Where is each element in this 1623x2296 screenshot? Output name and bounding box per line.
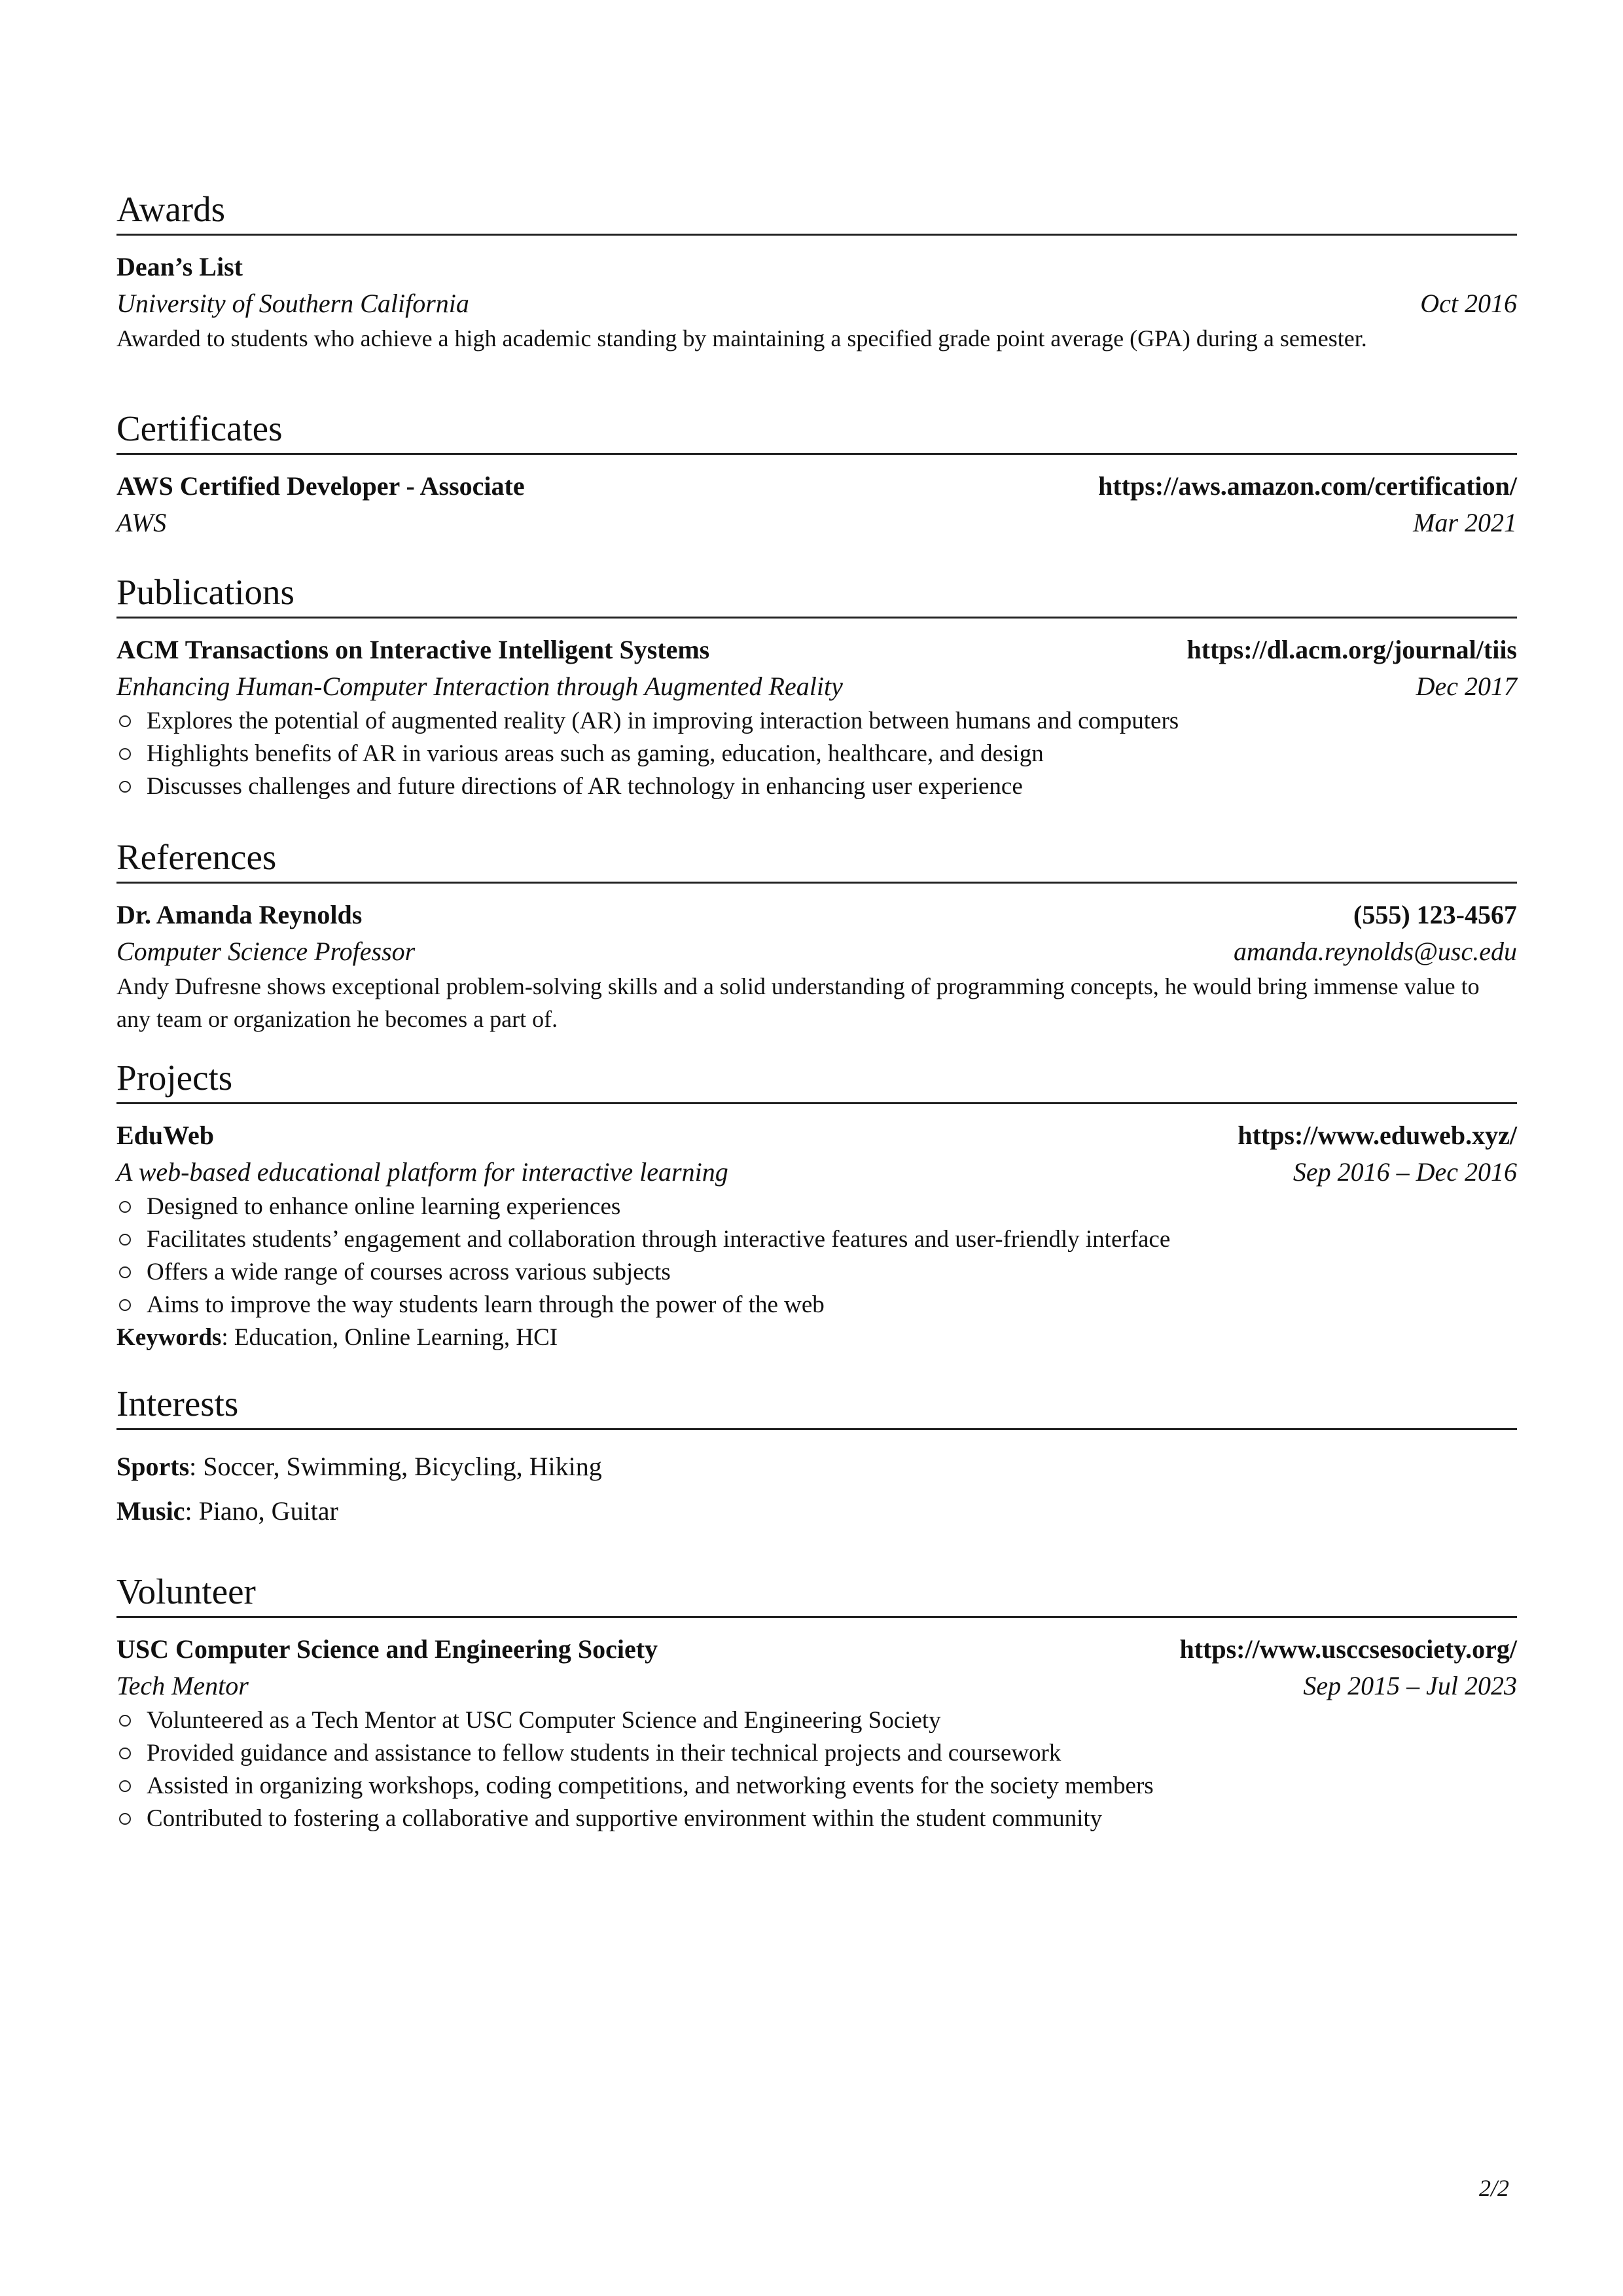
award-title: Dean’s List — [116, 252, 243, 281]
list-item: Assisted in organizing workshops, coding competitions, and networking events for the society members — [116, 1770, 1517, 1803]
list-item: Offers a wide range of courses across various subjects — [116, 1256, 1517, 1289]
list-item: Highlights benefits of AR in various areas such as gaming, education, healthcare, and design — [116, 738, 1517, 770]
circle-bullet-icon — [119, 1266, 131, 1278]
circle-bullet-icon — [119, 781, 131, 793]
circle-bullet-icon — [119, 1780, 131, 1792]
circle-bullet-icon — [119, 715, 131, 727]
project-highlights — [116, 1191, 1517, 1321]
list-item: Discusses challenges and future directions of AR technology in enhancing user experience — [116, 770, 1517, 803]
publication-date: Dec 2017 — [1416, 672, 1517, 701]
award-date: Oct 2016 — [1420, 289, 1517, 318]
interest-value: Soccer, Swimming, Bicycling, Hiking — [203, 1452, 602, 1481]
certificates-section — [116, 406, 1517, 541]
section-heading-volunteer: Volunteer — [116, 1571, 256, 1611]
award-summary: Awarded to students who achieve a high academic standing by maintaining a specified grade point average (GPA) during a semester. — [116, 325, 1367, 351]
volunteer-entry — [116, 1631, 1517, 1835]
circle-bullet-icon — [119, 1813, 131, 1825]
award-entry — [116, 249, 1517, 355]
interests-section — [116, 1381, 1517, 1534]
volunteer-position: Tech Mentor — [116, 1671, 249, 1700]
interest-item: Music: Piano, Guitar — [116, 1496, 338, 1526]
reference-name: Dr. Amanda Reynolds — [116, 900, 363, 929]
list-item: Provided guidance and assistance to fellow students in their technical projects and coursework — [116, 1737, 1517, 1770]
section-divider — [116, 234, 1517, 236]
list-item: Facilitates students’ engagement and collaboration through interactive features and user-friendly interface — [116, 1223, 1517, 1256]
certificate-issuer: AWS — [116, 508, 167, 537]
volunteer-highlights — [116, 1704, 1517, 1835]
interest-value: Piano, Guitar — [198, 1496, 338, 1526]
section-heading-references: References — [116, 837, 277, 877]
project-dates: Sep 2016 – Dec 2016 — [1293, 1157, 1517, 1187]
circle-bullet-icon — [119, 1299, 131, 1311]
certificate-date: Mar 2021 — [1413, 508, 1517, 537]
volunteer-dates: Sep 2015 – Jul 2023 — [1303, 1671, 1517, 1700]
section-divider — [116, 1428, 1517, 1430]
reference-position: Computer Science Professor — [116, 937, 416, 966]
references-section — [116, 834, 1517, 1035]
list-item: Designed to enhance online learning experiences — [116, 1191, 1517, 1223]
section-heading-interests: Interests — [116, 1384, 239, 1424]
certificate-entry — [116, 468, 1517, 541]
circle-bullet-icon — [119, 1748, 131, 1759]
circle-bullet-icon — [119, 1201, 131, 1213]
section-heading-publications: Publications — [116, 572, 294, 612]
interests-list — [116, 1444, 1517, 1534]
section-heading-certificates: Certificates — [116, 408, 283, 448]
reference-text: Andy Dufresne shows exceptional problem-solving skills and a solid understanding of programming concepts, he would bring immense value to any team or organization he becomes a part of. — [116, 973, 1480, 1032]
keywords-value: Education, Online Learning, HCI — [234, 1324, 558, 1351]
circle-bullet-icon — [119, 748, 131, 760]
award-awarder: University of Southern California — [116, 289, 469, 318]
publication-publisher: ACM Transactions on Interactive Intelligent Systems — [116, 635, 710, 664]
interest-item: Sports: Soccer, Swimming, Bicycling, Hiking — [116, 1452, 602, 1481]
awards-section — [116, 187, 1517, 355]
section-divider — [116, 882, 1517, 884]
reference-email-link[interactable]: amanda.reynolds@usc.edu — [1233, 937, 1517, 966]
list-item: Volunteered as a Tech Mentor at USC Computer Science and Engineering Society — [116, 1704, 1517, 1737]
reference-entry — [116, 897, 1517, 1035]
section-divider — [116, 1102, 1517, 1104]
publication-title: Enhancing Human-Computer Interaction through Augmented Reality — [116, 672, 843, 701]
publication-entry — [116, 632, 1517, 803]
section-divider — [116, 617, 1517, 619]
volunteer-organization: USC Computer Science and Engineering Society — [116, 1634, 658, 1664]
certificate-url-link[interactable]: https://aws.amazon.com/certification/ — [1098, 471, 1517, 501]
circle-bullet-icon — [119, 1715, 131, 1727]
project-url-link[interactable]: https://www.eduweb.xyz/ — [1238, 1121, 1517, 1150]
keywords-label: Keywords — [116, 1324, 222, 1351]
project-description: A web-based educational platform for interactive learning — [116, 1157, 728, 1187]
publications-section — [116, 569, 1517, 803]
publication-highlights — [116, 705, 1517, 803]
section-divider — [116, 1616, 1517, 1618]
project-keywords: Keywords: Education, Online Learning, HCI — [116, 1324, 558, 1351]
project-name: EduWeb — [116, 1121, 214, 1150]
list-item: Explores the potential of augmented reality (AR) in improving interaction between humans and computers — [116, 705, 1517, 738]
interest-label: Sports — [116, 1452, 190, 1481]
certificate-name: AWS Certified Developer - Associate — [116, 471, 525, 501]
project-entry — [116, 1117, 1517, 1354]
circle-bullet-icon — [119, 1234, 131, 1246]
reference-phone: (555) 123-4567 — [1353, 900, 1517, 929]
interest-label: Music — [116, 1496, 185, 1526]
publication-url-link[interactable]: https://dl.acm.org/journal/tiis — [1186, 635, 1517, 664]
volunteer-section — [116, 1569, 1517, 1835]
volunteer-url-link[interactable]: https://www.usccsesociety.org/ — [1179, 1634, 1517, 1664]
list-item: Contributed to fostering a collaborative and supportive environment within the student community — [116, 1803, 1517, 1835]
section-heading-projects: Projects — [116, 1058, 233, 1098]
projects-section — [116, 1055, 1517, 1354]
page-number: 2/2 — [1479, 2175, 1510, 2201]
section-heading-awards: Awards — [116, 189, 226, 229]
section-divider — [116, 453, 1517, 455]
list-item: Aims to improve the way students learn through the power of the web — [116, 1289, 1517, 1321]
